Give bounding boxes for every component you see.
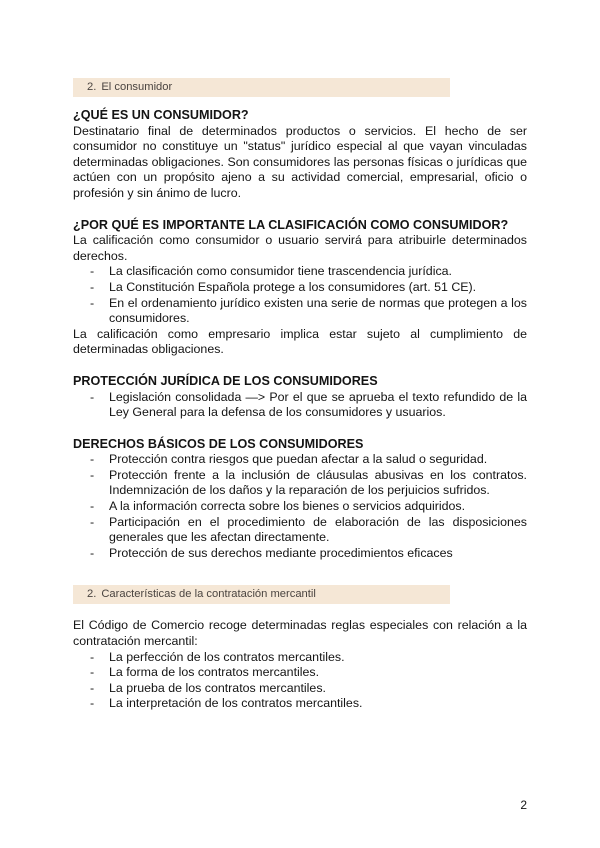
list-item-text: La perfección de los contratos mercantiles. <box>109 649 345 664</box>
dash: - <box>90 499 95 514</box>
paragraph-definicion: Destinatario final de determinados productos o servicios. El hecho de ser consumidor no constituye un "status" jurídico especial al que vayan vinculadas determinadas obligaciones. Son consumidores las personas físicas o jurídicas que actúen con un propósito ajeno a su actividad comercial, empresarial, oficio o profesión y sin ánimo de lucro. <box>73 123 527 200</box>
list-item <box>73 468 527 499</box>
list-item-text: Legislación consolidada —> Por el que se aprueba el texto refundido de la Ley General para la defensa de los consumidores y usuarios. <box>109 389 527 420</box>
list-item <box>73 264 527 280</box>
dash: - <box>90 264 95 279</box>
list-item-text: Protección de sus derechos mediante procedimientos eficaces <box>109 545 453 560</box>
document-page <box>73 78 527 712</box>
dash: - <box>90 452 95 467</box>
list-item-text: La interpretación de los contratos mercantiles. <box>109 696 363 711</box>
list-item-text: La prueba de los contratos mercantiles. <box>109 680 326 695</box>
heading-importancia-clasificacion: ¿POR QUÉ ES IMPORTANTE LA CLASIFICACIÓN COMO CONSUMIDOR? <box>73 217 509 232</box>
list-proteccion <box>73 390 527 421</box>
heading-que-es-consumidor: ¿QUÉ ES UN CONSUMIDOR? <box>73 108 249 122</box>
list-item <box>73 696 527 712</box>
dash: - <box>90 545 95 560</box>
banner-number: 2. <box>87 81 97 93</box>
list-item <box>73 296 527 327</box>
paragraph-codigo-comercio: El Código de Comercio recoge determinadas reglas especiales con relación a la contratación mercantil: <box>73 618 527 649</box>
dash: - <box>90 665 95 680</box>
dash: - <box>90 279 95 294</box>
paragraph-calificacion: La calificación como consumidor o usuario servirá para atribuirle determinados derechos. <box>73 233 527 263</box>
dash: - <box>90 514 95 529</box>
dash: - <box>90 649 95 664</box>
heading-proteccion-juridica: PROTECCIÓN JURÍDICA DE LOS CONSUMIDORES <box>73 373 378 388</box>
dash: - <box>90 295 95 310</box>
list-item <box>73 546 527 562</box>
section-banner-contratacion <box>73 585 450 604</box>
dash: - <box>90 696 95 711</box>
list-item-text: Protección frente a la inclusión de cláusulas abusivas en los contratos. Indemnización de los daños y la reparación de los perjuicios sufridos. <box>109 467 527 498</box>
heading-derechos-basicos: DERECHOS BÁSICOS DE LOS CONSUMIDORES <box>73 436 364 451</box>
banner-number: 2. <box>87 588 97 601</box>
page-number: 2 <box>520 798 527 812</box>
list-item <box>73 681 527 697</box>
list-item <box>73 280 527 296</box>
dash: - <box>90 467 95 482</box>
paragraph-empresario: La calificación como empresario implica estar sujeto al cumplimiento de determinadas obligaciones. <box>73 326 527 357</box>
list-item <box>73 650 527 666</box>
list-item-text: La Constitución Española protege a los consumidores (art. 51 CE). <box>109 279 477 294</box>
list-item <box>73 499 527 515</box>
banner-title: El consumidor <box>101 81 173 93</box>
list-item-text: La forma de los contratos mercantiles. <box>109 665 320 680</box>
list-item <box>73 515 527 546</box>
list-item-text: Participación en el procedimiento de elaboración de las disposiciones generales que les afectan directamente. <box>109 514 527 545</box>
banner-title: Características de la contratación mercantil <box>101 588 316 601</box>
list-item <box>73 452 527 468</box>
list-item-text: Protección contra riesgos que puedan afectar a la salud o seguridad. <box>109 452 488 467</box>
dash: - <box>90 389 95 404</box>
list-item-text: En el ordenamiento jurídico existen una serie de normas que protegen a los consumidores. <box>109 295 527 326</box>
section-banner-consumidor <box>73 78 450 97</box>
dash: - <box>90 680 95 695</box>
list-clasificacion <box>73 264 527 326</box>
list-item-text: La clasificación como consumidor tiene trascendencia jurídica. <box>109 264 452 279</box>
list-item <box>73 390 527 421</box>
list-item <box>73 665 527 681</box>
list-derechos <box>73 452 527 561</box>
list-contratacion <box>73 650 527 712</box>
list-item-text: A la información correcta sobre los bienes o servicios adquiridos. <box>109 499 466 514</box>
